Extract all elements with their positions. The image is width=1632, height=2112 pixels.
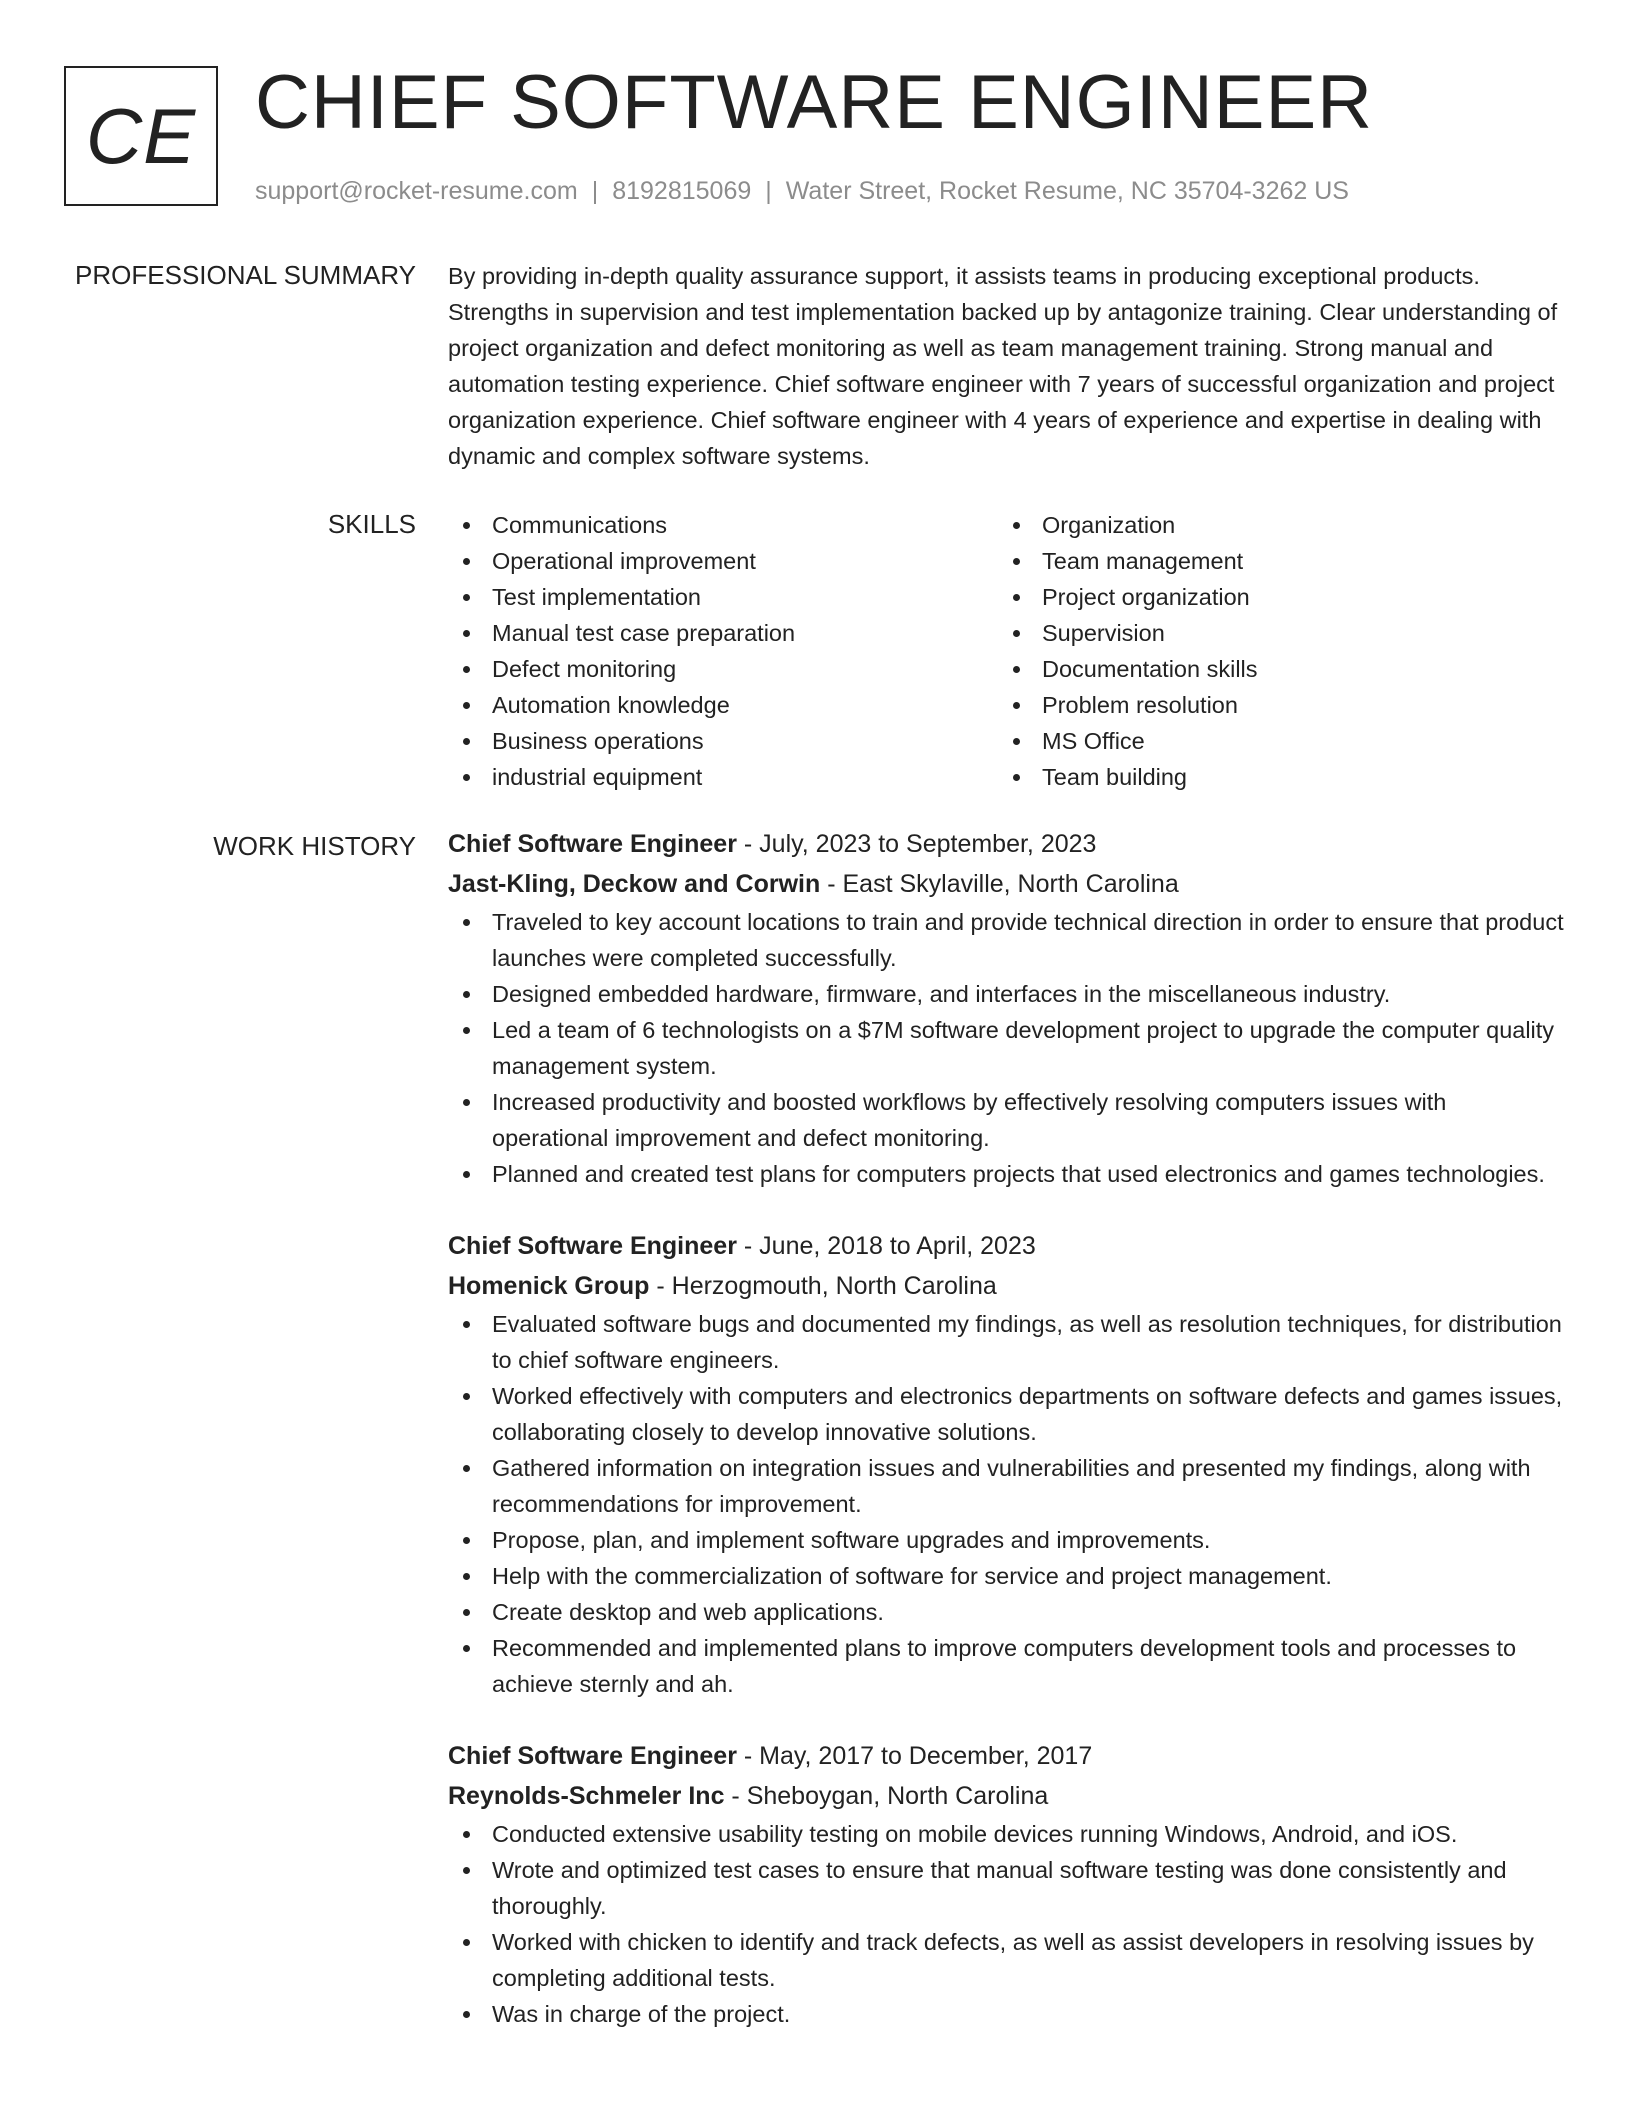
job-bullet: Increased productivity and boosted workflows by effectively resolving computers issues with operational improvement and defect monitoring.: [448, 1084, 1568, 1156]
job-dates: - July, 2023 to September, 2023: [736, 830, 1097, 858]
skill-item: Defect monitoring: [448, 651, 998, 687]
job-bullets: [448, 1306, 1568, 1702]
skill-item: Project organization: [998, 579, 1548, 615]
job-bullets: [448, 1816, 1568, 2032]
job-bullet: Designed embedded hardware, firmware, and interfaces in the miscellaneous industry.: [448, 976, 1568, 1012]
contact-separator: |: [591, 177, 599, 205]
contact-address: Water Street, Rocket Resume, NC 35704-3262 US: [785, 177, 1349, 205]
job-location: - Herzogmouth, North Carolina: [649, 1272, 997, 1300]
job-company-line: [448, 1266, 1568, 1306]
job-title: Chief Software Engineer: [448, 830, 737, 858]
skills-list-left: [448, 507, 998, 795]
job-bullet: Traveled to key account locations to train and provide technical direction in order to ensure that product launches were completed successfully.: [448, 904, 1568, 976]
skill-item: Organization: [998, 507, 1548, 543]
job-dates: - June, 2018 to April, 2023: [736, 1232, 1036, 1260]
contact-line: [255, 175, 1349, 207]
job-bullet: Conducted extensive usability testing on mobile devices running Windows, Android, and iOS.: [448, 1816, 1568, 1852]
skill-item: Team building: [998, 759, 1548, 795]
job-bullet: Was in charge of the project.: [448, 1996, 1568, 2032]
skill-item: Test implementation: [448, 579, 998, 615]
job-dates: - May, 2017 to December, 2017: [736, 1742, 1093, 1770]
skill-item: Communications: [448, 507, 998, 543]
skill-item: Automation knowledge: [448, 687, 998, 723]
job-entry: [448, 1736, 1568, 2032]
skill-item: Problem resolution: [998, 687, 1548, 723]
summary-text: By providing in-depth quality assurance support, it assists teams in producing exceptional products. Strengths in supervision and test implementation backed up by antagonize training. Clear understanding of project organization and defect monitoring as well as team management training. Strong manual and automation testing experience. Chief software engineer with 7 years of successful organization and project organization experience. Chief software engineer with 4 years of experience and expertise in dealing with dynamic and complex software systems.: [448, 263, 1558, 469]
job-bullets: [448, 904, 1568, 1192]
job-bullet: Evaluated software bugs and documented my findings, as well as resolution techniques, for distribution to chief software engineers.: [448, 1306, 1568, 1378]
job-bullet: Worked effectively with computers and electronics departments on software defects and games issues, collaborating closely to develop innovative solutions.: [448, 1378, 1568, 1450]
job-bullet: Worked with chicken to identify and track defects, as well as assist developers in resolving issues by completing additional tests.: [448, 1924, 1568, 1996]
resume-title: CHIEF SOFTWARE ENGINEER: [255, 60, 1374, 145]
job-company: Jast-Kling, Deckow and Corwin: [448, 870, 821, 898]
skill-item: industrial equipment: [448, 759, 998, 795]
job-bullet: Recommended and implemented plans to improve computers development tools and processes to achieve sternly and ah.: [448, 1630, 1568, 1702]
contact-email[interactable]: support@rocket-resume.com: [255, 177, 578, 205]
contact-separator: |: [765, 177, 772, 205]
job-title: Chief Software Engineer: [448, 1742, 737, 1770]
job-entry: [448, 1226, 1568, 1702]
job-title-line: [448, 1736, 1568, 1776]
job-company-line: [448, 864, 1568, 904]
job-title-line: [448, 1226, 1568, 1266]
job-title: Chief Software Engineer: [448, 1232, 737, 1260]
job-bullet: Propose, plan, and implement software upgrades and improvements.: [448, 1522, 1568, 1558]
job-bullet: Gathered information on integration issues and vulnerabilities and presented my findings, along with recommendations for improvement.: [448, 1450, 1568, 1522]
skills-list-right: [998, 507, 1548, 795]
summary-heading: PROFESSIONAL SUMMARY: [75, 260, 416, 290]
job-title-line: [448, 824, 1568, 864]
skill-item: Business operations: [448, 723, 998, 759]
job-bullet: Led a team of 6 technologists on a $7M software development project to upgrade the computer quality management system.: [448, 1012, 1568, 1084]
job-company-line: [448, 1776, 1568, 1816]
job-location: - Sheboygan, North Carolina: [724, 1782, 1049, 1810]
job-company: Reynolds-Schmeler Inc: [448, 1782, 725, 1810]
job-bullet: Planned and created test plans for computers projects that used electronics and games technologies.: [448, 1156, 1568, 1192]
contact-phone[interactable]: 8192815069: [612, 177, 752, 205]
job-company: Homenick Group: [448, 1272, 650, 1300]
monogram-badge: [64, 66, 218, 206]
job-bullet: Create desktop and web applications.: [448, 1594, 1568, 1630]
work-history-body: [448, 824, 1568, 2066]
job-entry: [448, 824, 1568, 1192]
summary-body: [448, 258, 1568, 474]
skills-heading: SKILLS: [327, 509, 416, 539]
skill-item: Operational improvement: [448, 543, 998, 579]
work-history-heading: WORK HISTORY: [213, 831, 416, 861]
skill-item: Team management: [998, 543, 1548, 579]
job-bullet: Help with the commercialization of software for service and project management.: [448, 1558, 1568, 1594]
skills-body: [448, 507, 1568, 795]
skill-item: Documentation skills: [998, 651, 1548, 687]
job-bullet: Wrote and optimized test cases to ensure that manual software testing was done consistently and thoroughly.: [448, 1852, 1568, 1924]
skill-item: MS Office: [998, 723, 1548, 759]
monogram-initials: CE: [85, 91, 197, 180]
skill-item: Supervision: [998, 615, 1548, 651]
job-location: - East Skylaville, North Carolina: [820, 870, 1179, 898]
skill-item: Manual test case preparation: [448, 615, 998, 651]
